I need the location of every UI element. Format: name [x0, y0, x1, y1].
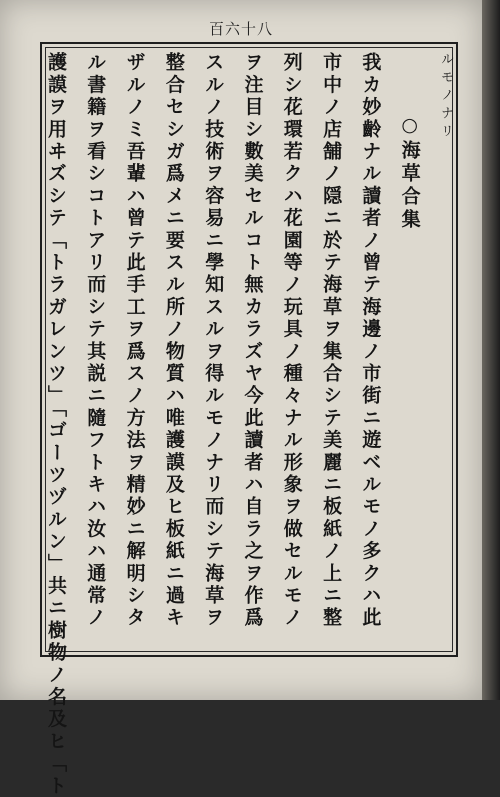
text-column: ヲ注目シ數美セルコト無カラズヤ今此讀者ハ自ラ之ヲ作爲 — [241, 52, 264, 630]
text-column: 整合セシガ爲メニ要スル所ノ物質ハ唯護謨及ヒ板紙ニ過キ — [162, 52, 185, 630]
section-heading: ○海草合集 — [398, 114, 421, 232]
text-column: スルノ技術ヲ容易ニ學知スルヲ得ルモノナリ而シテ海草ヲ — [202, 52, 225, 630]
page-edge-shadow — [482, 0, 500, 700]
page-number: 百六十八 — [208, 20, 273, 38]
text-column: 護謨ヲ用ヰズシテ「トラガレンツ」「ゴーツヅルン」共ニ樹物ノ名及ヒ「ト — [45, 52, 67, 797]
page-header — [0, 18, 482, 39]
text-column: 列シ花環若クハ花園等ノ玩具ノ種々ナル形象ヲ做セルモノ — [280, 52, 303, 630]
text-column: 市中ノ店舗ノ隠ニ於テ海草ヲ集合シテ美麗ニ板紙ノ上ニ整 — [320, 52, 343, 630]
text-column: ルモノナリ — [437, 52, 453, 142]
text-body — [45, 52, 453, 797]
text-column: 我カ妙齡ナル讀者ノ曾テ海邊ノ市街ニ遊ベルモノ多クハ此 — [359, 52, 382, 630]
text-column: ザルノミ吾輩ハ曾テ此手工ヲ爲スノ方法ヲ精妙ニ解明シタ — [123, 52, 146, 630]
text-column: ル書籍ヲ看シコトアリ而シテ其説ニ隨フトキハ汝ハ通常ノ — [84, 52, 107, 630]
